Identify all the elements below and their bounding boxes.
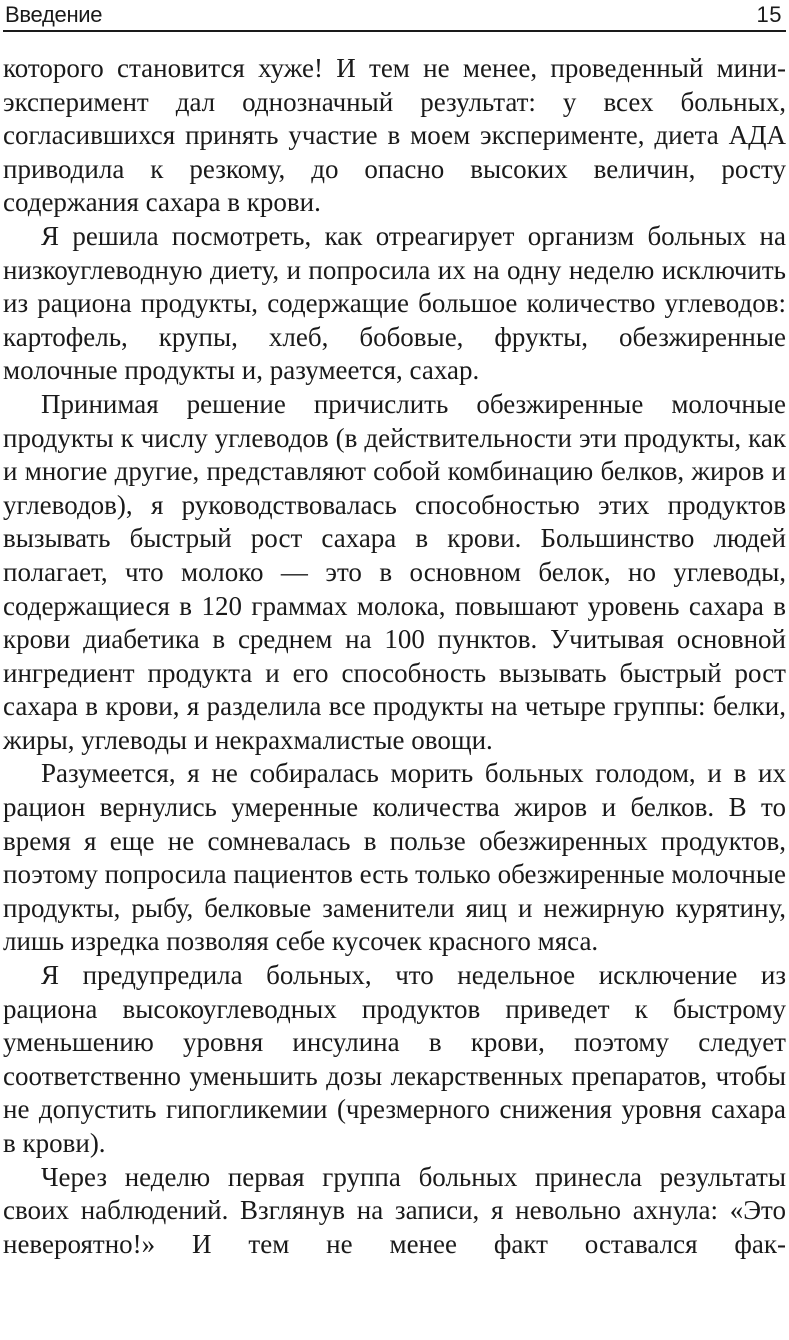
paragraph-1: которого становится хуже! И тем не менее, проведенный мини-эксперимент дал однозначный результат: у всех больных, согласившихся принять участие в моем эксперименте, диета АДА приводила к резкому, до опасно высоких величин, росту содержания сахара в крови. xyxy=(3,53,786,218)
paragraph-6: Через неделю первая группа больных принесла результаты своих наблюдений. Взглянув на записи, я невольно ахнула: «Это невероятно!» И тем не менее факт оставался фак- xyxy=(3,1161,786,1259)
paragraph-5: Я предупредила больных, что недельное исключение из рациона высокоуглеводных продуктов приведет к быстрому уменьшению уровня инсулина в крови, поэтому следует соответственно уменьшить дозы лекарственных препаратов, чтобы не допустить гипогликемии (чрезмерного снижения уровня сахара в крови). xyxy=(3,960,786,1158)
section-title: Введение xyxy=(5,2,103,27)
page-number: 15 xyxy=(756,2,782,27)
running-header xyxy=(3,0,786,32)
body-text xyxy=(3,52,786,1261)
paragraph-3: Принимая решение причислить обезжиренные молочные продукты к числу углеводов (в действительности эти продукты, как и многие другие, представляют собой комбинацию белков, жиров и углеводов), я руководствовалась способностью этих продуктов вызывать быстрый рост сахара в крови. Большинство людей полагает, что молоко — это в основном белок, но углеводы, содержащиеся в 120 граммах молока, повышают уровень сахара в крови диабетика в среднем на 100 пунктов. Учитывая основной ингредиент продукта и его способность вызывать быстрый рост сахара в крови, я разделила все продукты на четыре группы: белки, жиры, углеводы и некрахмалистые овощи. xyxy=(3,388,786,755)
paragraph-2: Я решила посмотреть, как отреагирует организм больных на низкоуглеводную диету, и попросила их на одну неделю исключить из рациона продукты, содержащие большое количество углеводов: картофель, крупы, хлеб, бобовые, фрукты, обезжиренные молочные продукты и, разумеется, сахар. xyxy=(3,220,786,386)
paragraph-4: Разумеется, я не собиралась морить больных голодом, и в их рацион вернулись умеренные количества жиров и белков. В то время я еще не сомневалась в пользе обезжиренных продуктов, поэтому попросила пациентов есть только обезжиренные молочные продукты, рыбу, белковые заменители яиц и нежирную курятину, лишь изредка позволяя себе кусочек красного мяса. xyxy=(3,758,786,957)
